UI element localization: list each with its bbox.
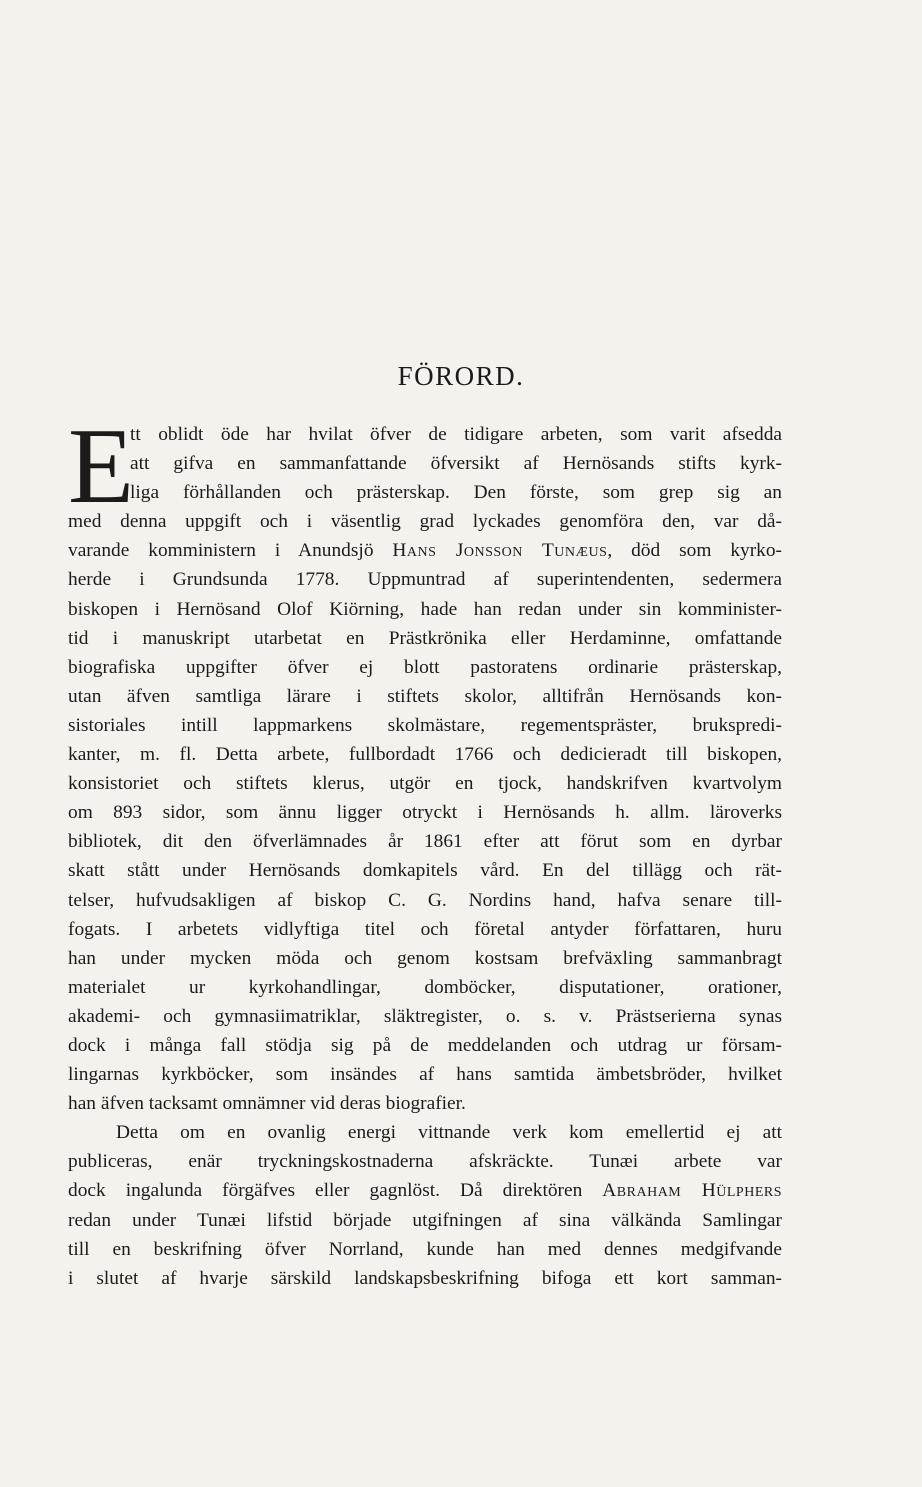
text-line: telser, hufvudsakligen af biskop C. G. Nordins hand, hafva senare till- bbox=[68, 889, 782, 911]
person-name: Hans Jonsson Tunæus bbox=[392, 540, 608, 562]
text-segment: dock ingalunda förgäfves eller gagnlöst. Då direktören bbox=[68, 1180, 603, 1202]
text-line: konsistoriet och stiftets klerus, utgör en tjock, handskrifven kvartvolym bbox=[68, 773, 782, 795]
text-line bbox=[68, 536, 782, 565]
text-line: skatt stått under Hernösands domkapitels vård. En del tillägg och rät- bbox=[68, 860, 782, 882]
text-line: lingarnas kyrkböcker, som insändes af hans samtida ämbetsbröder, hvilket bbox=[68, 1064, 782, 1086]
text-line: dock i många fall stödja sig på de meddelanden och utdrag ur försam- bbox=[68, 1034, 782, 1056]
text-line: herde i Grundsunda 1778. Uppmuntrad af superintendenten, sedermera bbox=[68, 569, 782, 591]
text-segment: , död som kyrko- bbox=[607, 540, 783, 562]
text-line: tt oblidt öde har hvilat öfver de tidigare arbeten, som varit afsedda bbox=[130, 424, 782, 445]
text-line: kanter, m. fl. Detta arbete, fullbordadt 1766 och dedicieradt till biskopen, bbox=[68, 744, 782, 766]
text-line: fogats. I arbetets vidlyftiga titel och företal antyder författaren, huru bbox=[68, 918, 782, 940]
person-name: Abraham Hülphers bbox=[602, 1180, 782, 1202]
text-segment: varande komministern i Anundsjö bbox=[68, 540, 393, 562]
text-line: han äfven tacksamt omnämner vid deras biografier. bbox=[68, 1093, 466, 1115]
drop-cap-letter: E bbox=[68, 407, 134, 526]
text-line: materialet ur kyrkohandlingar, domböcker, disputationer, orationer, bbox=[68, 976, 782, 998]
text-line bbox=[68, 1176, 782, 1205]
text-line: tid i manuskript utarbetat en Prästkrönika eller Herdaminne, omfattande bbox=[68, 627, 782, 649]
text-line: med denna uppgift och i väsentlig grad lyckades genomföra den, var då- bbox=[68, 511, 782, 533]
text-line: Detta om en ovanlig energi vittnande verk kom emellertid ej att bbox=[116, 1122, 782, 1144]
text-line: akademi- och gymnasiimatriklar, släktregister, o. s. v. Prästserierna synas bbox=[68, 1005, 782, 1027]
text-line: biografiska uppgifter öfver ej blott pastoratens ordinarie prästerskap, bbox=[68, 656, 782, 678]
text-line: publiceras, enär tryckningskostnaderna afskräckte. Tunæi arbete var bbox=[68, 1151, 782, 1173]
text-line: om 893 sidor, som ännu ligger otryckt i Hernösands h. allm. läroverks bbox=[68, 802, 782, 824]
text-line: att gifva en sammanfattande öfversikt af Hernösands stifts kyrk- bbox=[130, 453, 782, 475]
text-line: sistoriales intill lappmarkens skolmästare, regementspräster, brukspredi- bbox=[68, 714, 782, 736]
text-line: liga förhållanden och prästerskap. Den förste, som grep sig an bbox=[130, 482, 782, 504]
text-line: bibliotek, dit den öfverlämnades år 1861 efter att förut som en dyrbar bbox=[68, 831, 782, 853]
text-line: biskopen i Hernösand Olof Kiörning, hade han redan under sin komminister- bbox=[68, 598, 782, 620]
body-text bbox=[68, 407, 783, 1293]
text-line: till en beskrifning öfver Norrland, kunde han med dennes medgifvande bbox=[68, 1238, 782, 1260]
text-line: han under mycken möda och genom kostsam brefväxling sammanbragt bbox=[68, 947, 782, 969]
text-line: i slutet af hvarje särskild landskapsbeskrifning bifoga ett kort samman- bbox=[68, 1267, 782, 1289]
text-line: redan under Tunæi lifstid började utgifningen af sina välkända Samlingar bbox=[68, 1209, 782, 1231]
page-title: FÖRORD. bbox=[397, 361, 525, 391]
text-line: utan äfven samtliga lärare i stiftets skolor, alltifrån Hernösands kon- bbox=[68, 685, 782, 707]
